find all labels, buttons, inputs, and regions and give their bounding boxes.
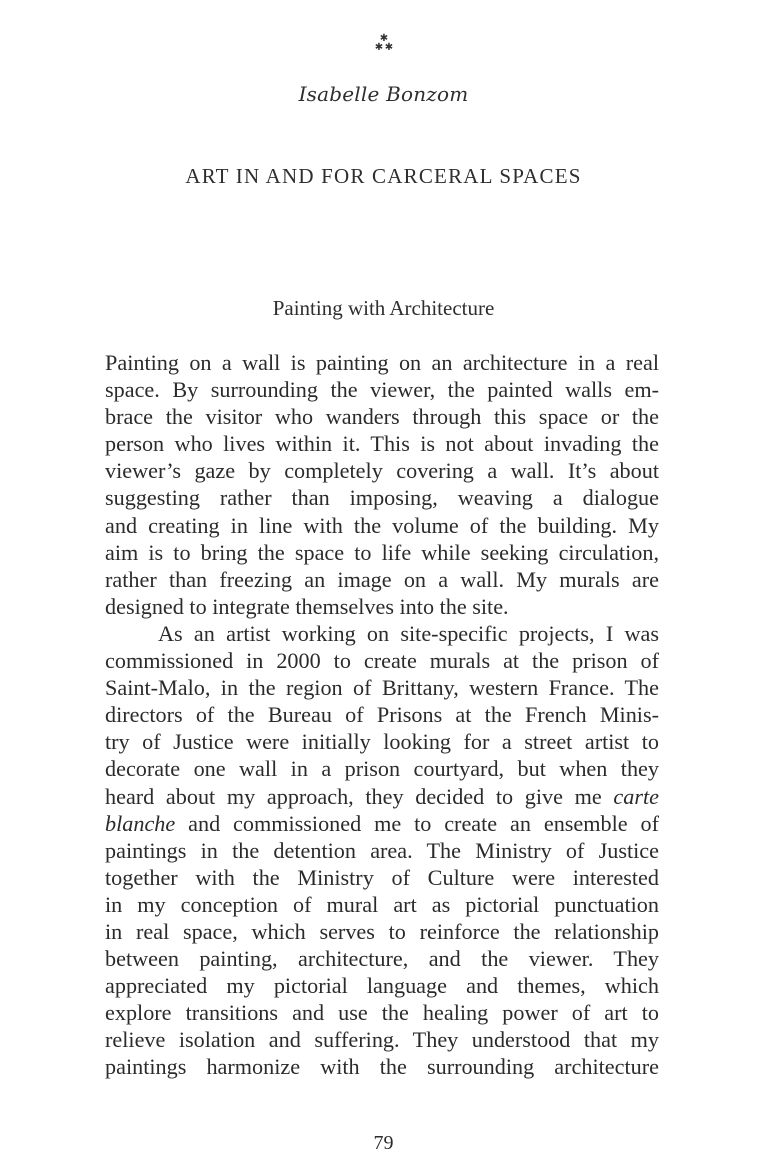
body-text: [105, 349, 659, 1081]
text-line: space. By surrounding the viewer, the painted walls em-: [105, 377, 659, 403]
text-line: person who lives within it. This is not about invading the: [105, 431, 659, 457]
svg-text:✱: ✱: [374, 42, 383, 52]
page-number: 79: [373, 1132, 394, 1154]
svg-text:✱: ✱: [384, 42, 393, 52]
text-line: paintings harmonize with the surrounding architecture: [105, 1054, 659, 1080]
text-line: suggesting rather than imposing, weaving a dialogue: [105, 485, 659, 511]
text-line: and creating in line with the volume of the building. My: [105, 512, 659, 538]
text-line: designed to integrate themselves into the site.: [105, 593, 509, 619]
text-line: [105, 783, 659, 810]
section-ornament: [0, 32, 767, 52]
text-segment: heard about my approach, they decided to give me: [105, 783, 602, 809]
author-name: Isabelle Bonzom: [298, 82, 469, 106]
svg-text:✱: ✱: [379, 33, 388, 44]
text-line: directors of the Bureau of Prisons at the French Minis-: [105, 702, 659, 728]
text-line: rather than freezing an image on a wall. My murals are: [105, 566, 659, 592]
italic-phrase: blanche: [105, 810, 176, 836]
text-line: [105, 810, 659, 837]
text-line: in real space, which serves to reinforce the relationship: [105, 918, 659, 944]
section-heading: Painting with Architecture: [272, 296, 495, 320]
text-line: paintings in the detention area. The Ministry of Justice: [105, 837, 659, 863]
text-line: explore transitions and use the healing power of art to: [105, 1000, 659, 1026]
text-segment: and commissioned me to create an ensemble of: [188, 810, 659, 836]
text-line: decorate one wall in a prison courtyard, but when they: [105, 756, 659, 782]
text-line: try of Justice were initially looking for a street artist to: [105, 729, 659, 755]
paragraph: [105, 349, 659, 620]
text-line: in my conception of mural art as pictorial punctuation: [105, 891, 659, 917]
text-line: appreciated my pictorial language and themes, which: [105, 973, 659, 999]
text-line: brace the visitor who wanders through this space or the: [105, 404, 659, 430]
text-line: Painting on a wall is painting on an architecture in a real: [105, 350, 659, 375]
text-line: commissioned in 2000 to create murals at the prison of: [105, 648, 659, 674]
paragraph: [105, 620, 659, 1081]
italic-phrase: carte: [613, 783, 659, 809]
chapter-title: ART IN AND FOR CARCERAL SPACES: [185, 164, 582, 188]
text-line: together with the Ministry of Culture were interested: [105, 864, 659, 890]
text-line: viewer’s gaze by completely covering a wall. It’s about: [105, 458, 659, 484]
text-line: aim is to bring the space to life while seeking circulation,: [105, 539, 659, 565]
text-line: relieve isolation and suffering. They understood that my: [105, 1027, 659, 1053]
text-line: As an artist working on site-specific projects, I was: [158, 620, 659, 646]
asterism-icon: [372, 33, 396, 56]
text-line: between painting, architecture, and the viewer. They: [105, 946, 659, 972]
text-line: Saint-Malo, in the region of Brittany, western France. The: [105, 675, 659, 701]
